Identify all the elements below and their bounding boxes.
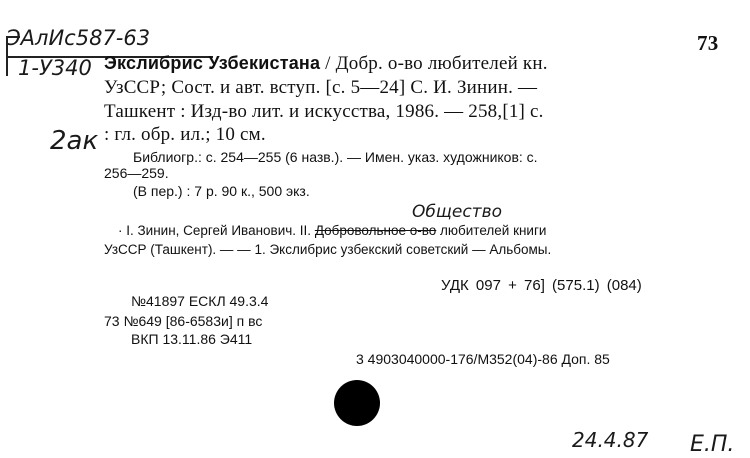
tracing-start: · I. Зинин, Сергей Иванович. II. bbox=[118, 223, 312, 238]
book-title: Экслибрис Узбекистана bbox=[104, 53, 321, 73]
code-line: №41897 ЕСКЛ 49.3.4 bbox=[131, 293, 269, 309]
shelfmark-bracket bbox=[6, 36, 20, 76]
description-line: УзССР; Сост. и авт. вступ. [с. 5—24] С. И. Зинин. — bbox=[104, 77, 538, 98]
handwritten-shelfmark-2 bbox=[18, 56, 92, 80]
handwritten-date: 24.4.87 bbox=[572, 428, 649, 452]
punch-hole bbox=[334, 380, 380, 426]
tracing-line: УзССР (Ташкент). — — 1. Экслибрис узбекский советский — Альбомы. bbox=[104, 242, 552, 257]
tracing-struck-text: Добровольное о-во bbox=[314, 223, 437, 238]
handwritten-shelfmark bbox=[6, 26, 150, 50]
bottom-code: 3 4903040000-176/М352(04)-86 Доп. 85 bbox=[356, 351, 610, 367]
title-rest: / Добр. о-во любителей кн. bbox=[325, 53, 548, 74]
code-line: 73 №649 [86-6583и] п вс bbox=[104, 313, 263, 329]
shelfmark-line-1: ЭАлИс587-63 bbox=[6, 26, 151, 50]
code-line: ВКП 13.11.86 Э411 bbox=[131, 331, 253, 347]
note-line: 256—259. bbox=[104, 165, 169, 181]
handwritten-initials: Е.П. bbox=[690, 432, 735, 457]
price-line: (В пер.) : 7 р. 90 к., 500 экз. bbox=[133, 183, 310, 199]
handwritten-copies: 2ак bbox=[50, 126, 99, 156]
handwritten-correction: Общество bbox=[412, 202, 503, 222]
tracing-line bbox=[118, 223, 546, 238]
shelfmark-line-2: 1-У340 bbox=[18, 56, 92, 80]
description-line: : гл. обр. ил.; 10 см. bbox=[104, 124, 266, 145]
page-number: 73 bbox=[697, 31, 719, 55]
udk-line: УДК 097 + 76] (575.1) (084) bbox=[441, 277, 642, 294]
note-line: Библиогр.: с. 254—255 (6 назв.). — Имен. указ. художников: с. bbox=[133, 149, 538, 165]
title-line bbox=[104, 53, 548, 75]
description-line: Ташкент : Изд-во лит. и искусства, 1986. — 258,[1] с. bbox=[104, 101, 544, 122]
tracing-end: любителей книги bbox=[440, 223, 547, 238]
